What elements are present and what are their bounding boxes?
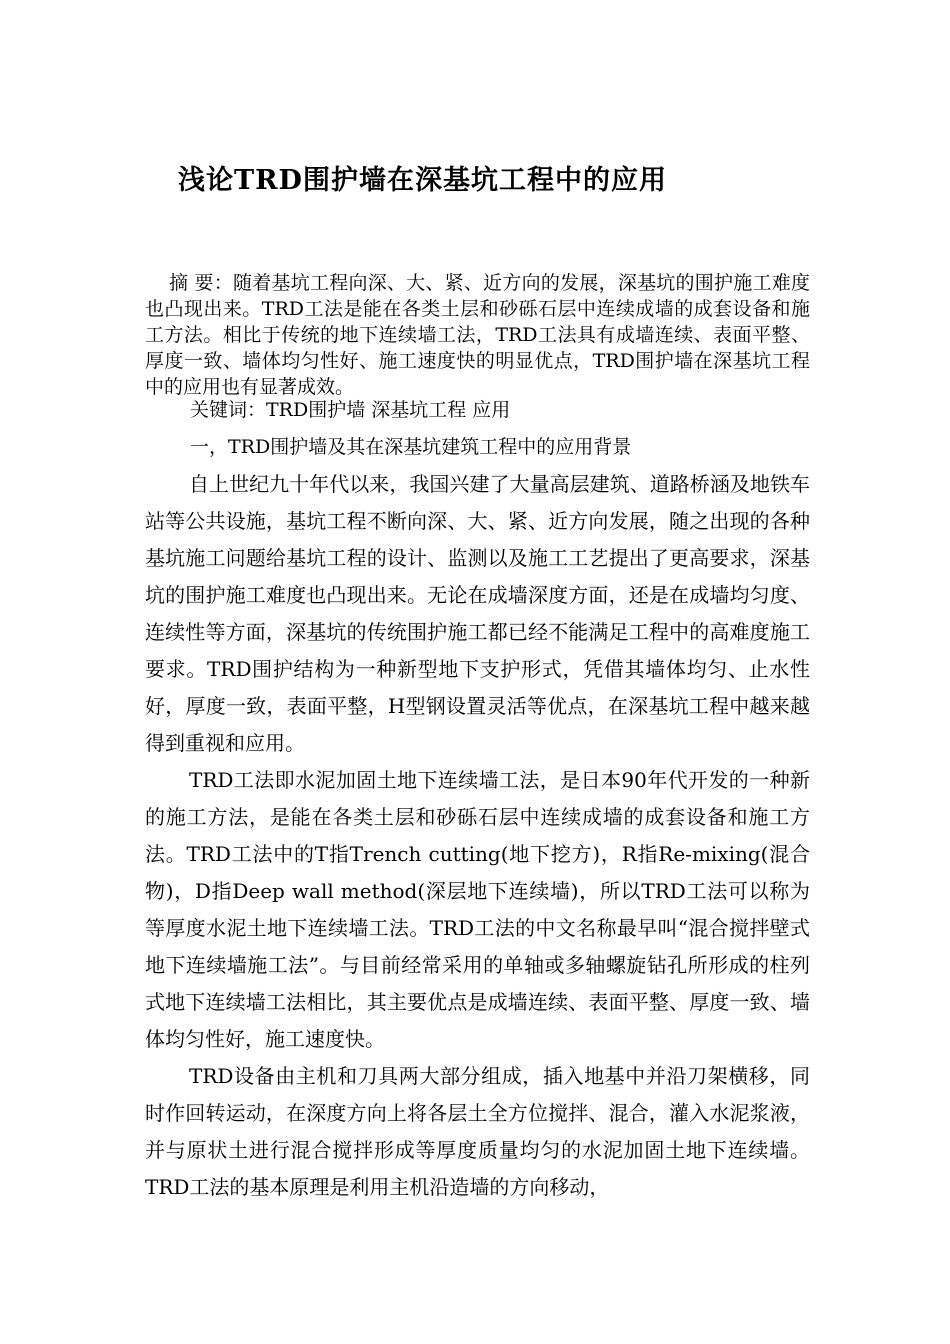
abstract-paragraph: 摘 要：随着基坑工程向深、大、紧、近方向的发展，深基坑的围护施工难度也凸现出来。TRD工法是能在各类土层和砂砾石层中连续成墙的成套设备和施工方法。相比于传统的地下连续墙工法，TRD工法具有成墙连续、表面平整、厚度一致、墙体均匀性好、施工速度快的明显优点，TRD围护墙在深基坑工程中的应用也有显著成效。 [145,272,810,398]
body-paragraph: TRD设备由主机和刀具两大部分组成，插入地基中并沿刀架横移，同时作回转运动，在深度方向上将各层土全方位搅拌、混合，灌入水泥浆液，并与原状土进行混合搅拌形成等厚度质量均匀的水泥加固土地下连续墙。TRD工法的基本原理是利用主机沿造墙的方向移动， [145,1064,810,1199]
document-title: 浅论TRD围护墙在深基坑工程中的应用 [178,165,667,196]
body-text [145,466,810,1206]
keywords-line: 关键词：TRD围护墙 深基坑工程 应用 [190,399,511,421]
body-paragraph: TRD工法即水泥加固土地下连续墙工法，是日本90年代开发的一种新的施工方法，是能在各类土层和砂砾石层中连续成墙的成套设备和施工方法。TRD工法中的T指Trench cutting(地下挖方)，R指Re-mixing(混合物)，D指Deep wall method(深层地下连续墙)，所以TRD工法可以称为等厚度水泥土地下连续墙工法。TRD工法的中文名称最早叫“混合搅拌壁式地下连续墙施工法”。与目前经常采用的单轴或多轴螺旋钻孔所形成的柱列式地下连续墙工法相比，其主要优点是成墙连续、表面平整、厚度一致、墙体均匀性好，施工速度快。 [145,768,810,1051]
section-heading: 一，TRD围护墙及其在深基坑建筑工程中的应用背景 [190,436,632,458]
body-paragraph: 自上世纪九十年代以来，我国兴建了大量高层建筑、道路桥涵及地铁车站等公共设施，基坑工程不断向深、大、紧、近方向发展，随之出现的各种基坑施工问题给基坑工程的设计、监测以及施工工艺提出了更高要求，深基坑的围护施工难度也凸现出来。无论在成墙深度方面，还是在成墙均匀度、连续性等方面，深基坑的传统围护施工都已经不能满足工程中的高难度施工要求。TRD围护结构为一种新型地下支护形式，凭借其墙体均匀、止水性好，厚度一致，表面平整，H型钢设置灵活等优点，在深基坑工程中越来越得到重视和应用。 [145,472,810,755]
